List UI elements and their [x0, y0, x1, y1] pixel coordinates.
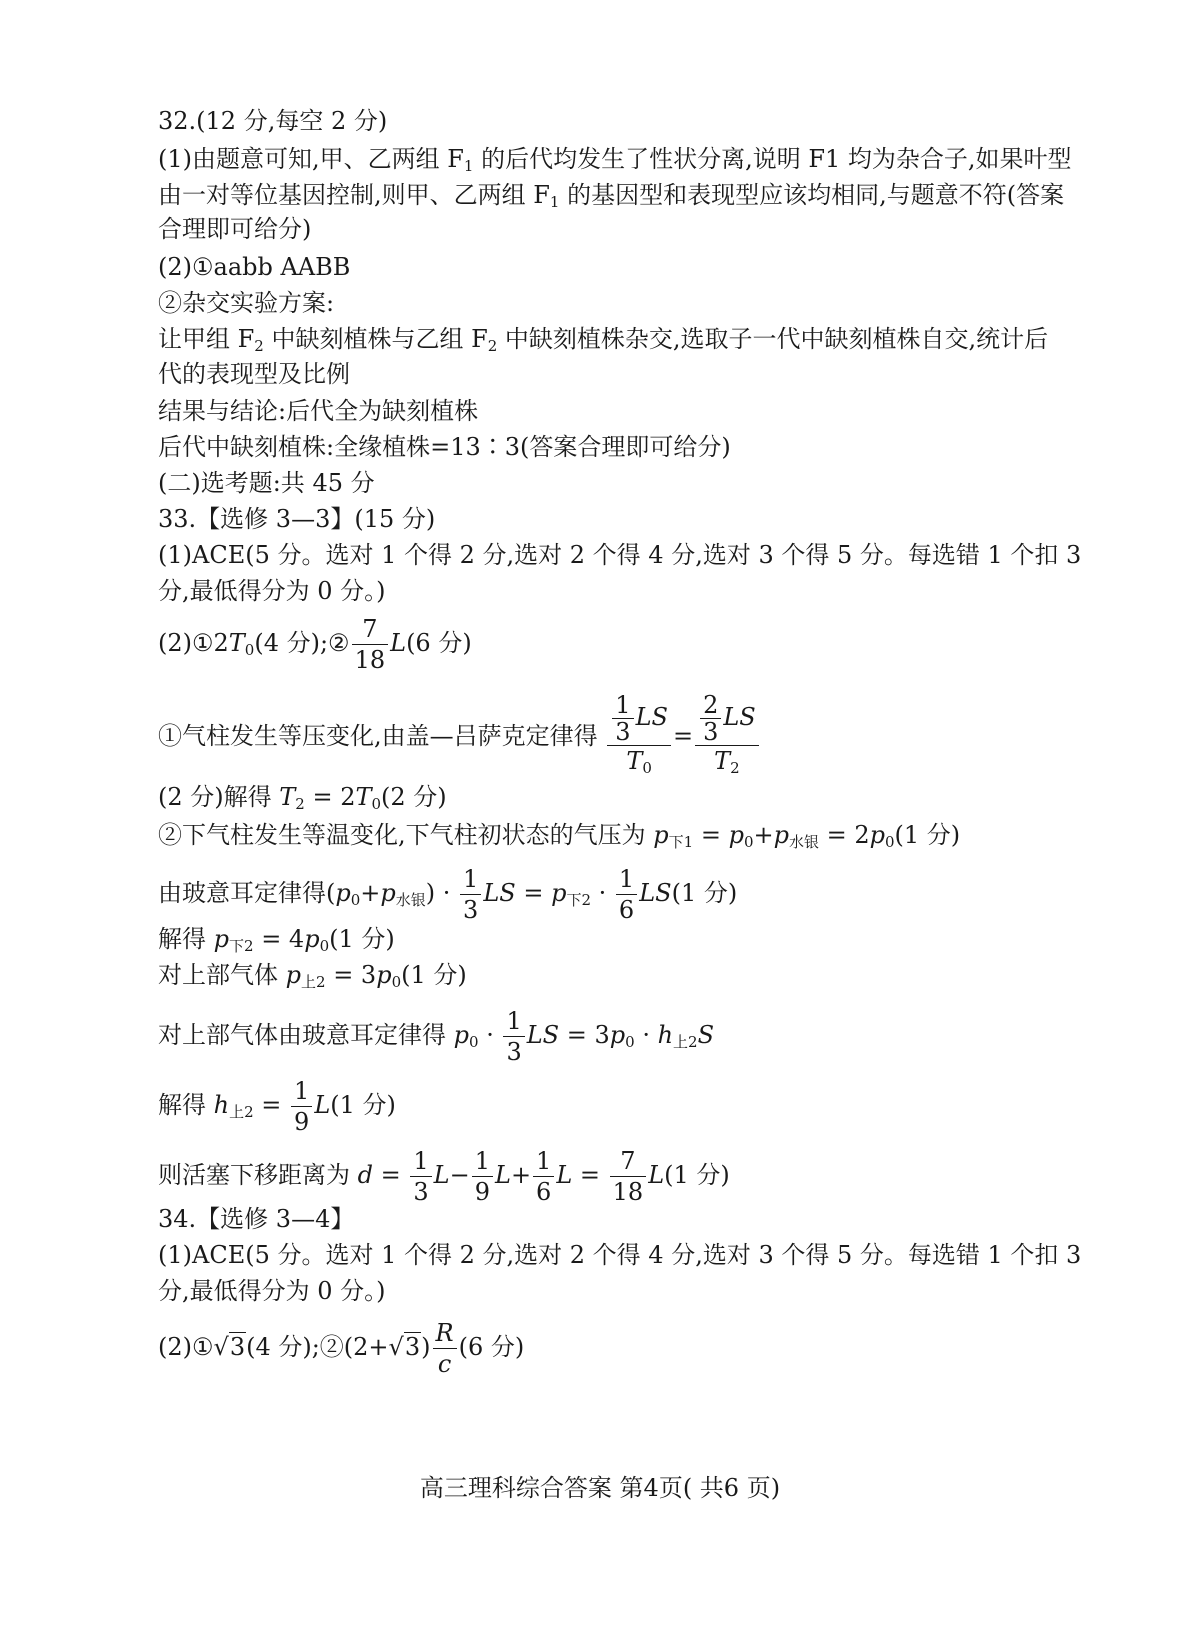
section-elective-heading: (二)选考题:共 45 分 — [158, 469, 375, 497]
fraction-LS3-T0: $\frac{1}{3}$ LS $T_0$ — [607, 692, 671, 783]
q33-upper-boyle-line: 对上部气体由玻意耳定律得 $p_0$ · $\frac{1}{3}$ LS = $3p_0 \cdot h_{上2}S$ — [158, 1007, 715, 1066]
page-footer: 高三理科综合答案 第4页( 共6 页) — [419, 1474, 781, 1502]
q34-line-1: (1)ACE(5 分。选对 1 个得 2 分,选对 2 个得 4 分,选对 3 个得 5 分。每选错 1 个扣 3 — [158, 1241, 1082, 1269]
q33-piston-distance: 则活塞下移距离为 d = $\frac{1}{3}$ L− $\frac{1}{9}$ L+ $\frac{1}{6}$ L = $\frac{7}{18}$ L(1 分) — [158, 1147, 730, 1206]
q33-solve-p2: 解得 $p_{下2} = 4p_0(1$ 分) — [158, 925, 395, 955]
q33-answer-2: $(2)①2T_0(4$ 分);② $\frac{7}{18}$ L(6 分) — [158, 615, 472, 674]
q32-line-8: 结果与结论:后代全为缺刻植株 — [158, 397, 479, 425]
q32-line-6: 让甲组 $F_2$ 中缺刻植株与乙组 $F_2$ 中缺刻植株杂交,选取子一代中缺刻植株自交,统计后 — [158, 325, 1049, 355]
fraction-7-18: $\frac{7}{18}$ — [352, 614, 389, 675]
q33-heading: 33.【选修 3—3】(15 分) — [158, 505, 436, 533]
q32-line-3: 合理即可给分) — [158, 215, 312, 243]
q33-line-2: 分,最低得分为 0 分。) — [158, 577, 386, 605]
q32-heading: 32.(12 分,每空 2 分) — [158, 107, 388, 135]
q33-lower-gas-line: ②下气柱发生等温变化,下气柱初状态的气压为 $p_{下1} = p_0+p_{水银} = 2p_0(1$ 分) — [158, 821, 961, 851]
q32-line-1: (1)由题意可知,甲、乙两组 $F_1$ 的后代均发生了性状分离,说明 F1 均为杂合子,如果叶型 — [158, 145, 1072, 175]
q33-gay-lussac-line: ①气柱发生等压变化,由盖—吕萨克定律得 $\frac{1}{3}$ LS $T_0$ = $\frac{2}{3}$ LS $T_2$ — [158, 692, 761, 783]
q32-line-7: 代的表现型及比例 — [158, 360, 350, 388]
q34-answer-2: (2)①√3(4 分);②(2+√3) $\frac{R}{c}$ (6 分) — [158, 1319, 525, 1378]
q33-solve-h2: 解得 $h_{上2}$ = $\frac{1}{9}$ L(1 分) — [158, 1077, 396, 1136]
q33-upper-gas-pressure: 对上部气体 $p_{上2} = 3p_0(1$ 分) — [158, 961, 467, 991]
q34-heading: 34.【选修 3—4】 — [158, 1205, 355, 1233]
fraction-R-c: $\frac{R}{c}$ — [433, 1318, 457, 1379]
q33-line-1: (1)ACE(5 分。选对 1 个得 2 分,选对 2 个得 4 分,选对 3 个得 5 分。每选错 1 个扣 3 — [158, 541, 1082, 569]
q32-line-9: 后代中缺刻植株:全缘植株=13∶3(答案合理即可给分) — [158, 433, 731, 461]
q34-line-2: 分,最低得分为 0 分。) — [158, 1277, 386, 1305]
q32-line-2: 由一对等位基因控制,则甲、乙两组 $F_1$ 的基因型和表现型应该均相同,与题意不符(答案 — [158, 181, 1065, 211]
q32-line-5: ②杂交实验方案: — [158, 289, 335, 317]
q32-line-4: (2)①aabb AABB — [158, 253, 351, 281]
fraction-2LS3-T2: $\frac{2}{3}$ LS $T_2$ — [695, 692, 759, 783]
q33-solve-t2: (2 分)解得 $T_2 = 2T_0(2$ 分) — [158, 783, 447, 813]
q33-boyle-line-1: 由玻意耳定律得$(p_0+p_{水银})$ · $\frac{1}{3}$ LS = $p_{下2}$ · $\frac{1}{6}$ LS(1 分) — [158, 865, 738, 924]
